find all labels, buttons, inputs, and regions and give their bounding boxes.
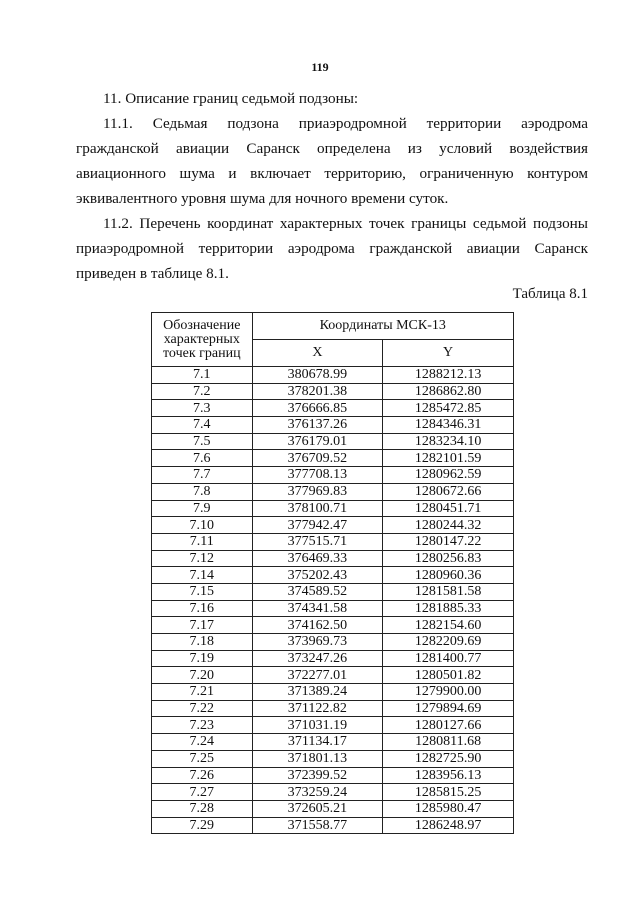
cell-x: 377969.83: [252, 483, 383, 500]
table-row: [152, 634, 514, 651]
cell-y: 1280962.59: [383, 467, 514, 484]
table-row: [152, 717, 514, 734]
cell-point: 7.9: [152, 500, 253, 517]
table-row: [152, 417, 514, 434]
cell-y: 1281400.77: [383, 650, 514, 667]
cell-point: 7.26: [152, 767, 253, 784]
cell-point: 7.17: [152, 617, 253, 634]
cell-y: 1280451.71: [383, 500, 514, 517]
cell-x: 372605.21: [252, 800, 383, 817]
cell-point: 7.18: [152, 634, 253, 651]
page-number: 119: [311, 60, 329, 74]
table-row: [152, 550, 514, 567]
cell-y: 1283234.10: [383, 433, 514, 450]
cell-point: 7.29: [152, 817, 253, 834]
cell-point: 7.1: [152, 367, 253, 384]
table-row: [152, 767, 514, 784]
cell-point: 7.19: [152, 650, 253, 667]
cell-x: 372277.01: [252, 667, 383, 684]
cell-y: 1283956.13: [383, 767, 514, 784]
header-point: Обозначение характерных точек границ: [152, 313, 253, 367]
cell-x: 376666.85: [252, 400, 383, 417]
cell-point: 7.5: [152, 433, 253, 450]
table-row: [152, 600, 514, 617]
cell-x: 376137.26: [252, 417, 383, 434]
cell-y: 1282725.90: [383, 750, 514, 767]
cell-x: 371122.82: [252, 700, 383, 717]
cell-point: 7.4: [152, 417, 253, 434]
table-row: [152, 533, 514, 550]
cell-x: 376469.33: [252, 550, 383, 567]
table-row: [152, 617, 514, 634]
cell-y: 1284346.31: [383, 417, 514, 434]
cell-point: 7.2: [152, 383, 253, 400]
cell-point: 7.21: [152, 684, 253, 701]
cell-x: 371558.77: [252, 817, 383, 834]
table-row: [152, 383, 514, 400]
cell-x: 378201.38: [252, 383, 383, 400]
table-row: [152, 483, 514, 500]
cell-y: 1280244.32: [383, 517, 514, 534]
cell-x: 374162.50: [252, 617, 383, 634]
cell-point: 7.11: [152, 533, 253, 550]
cell-point: 7.10: [152, 517, 253, 534]
cell-y: 1281581.58: [383, 583, 514, 600]
cell-x: 371031.19: [252, 717, 383, 734]
table-row: [152, 367, 514, 384]
table-row: [152, 567, 514, 584]
table-row: [152, 433, 514, 450]
cell-y: 1286862.80: [383, 383, 514, 400]
cell-x: 377708.13: [252, 467, 383, 484]
cell-point: 7.14: [152, 567, 253, 584]
cell-y: 1285980.47: [383, 800, 514, 817]
table-row: [152, 517, 514, 534]
cell-y: 1281885.33: [383, 600, 514, 617]
cell-point: 7.6: [152, 450, 253, 467]
cell-x: 376179.01: [252, 433, 383, 450]
paragraph-11-2: 11.2. Перечень координат характерных точек границы седьмой подзоны приаэродромной территории аэродрома гражданской авиации Саранск приведен в таблице 8.1.: [76, 215, 588, 282]
cell-y: 1288212.13: [383, 367, 514, 384]
paragraph-11-1: 11.1. Седьмая подзона приаэродромной территории аэродрома гражданской авиации Саранск определена из условий воздействия авиационного шума и включает территорию, ограниченную контуром эквивалентного уровня шума для ночного времени суток.: [76, 115, 588, 207]
cell-x: 373969.73: [252, 634, 383, 651]
table-row: [152, 750, 514, 767]
cell-x: 378100.71: [252, 500, 383, 517]
cell-x: 380678.99: [252, 367, 383, 384]
cell-x: 371134.17: [252, 734, 383, 751]
cell-y: 1280147.22: [383, 533, 514, 550]
table-row: [152, 450, 514, 467]
cell-point: 7.12: [152, 550, 253, 567]
header-coords: Координаты МСК-13: [252, 313, 513, 340]
header-x: X: [252, 340, 383, 367]
cell-y: 1282101.59: [383, 450, 514, 467]
cell-y: 1279900.00: [383, 684, 514, 701]
cell-point: 7.16: [152, 600, 253, 617]
cell-point: 7.24: [152, 734, 253, 751]
cell-y: 1279894.69: [383, 700, 514, 717]
cell-point: 7.22: [152, 700, 253, 717]
table-caption: Таблица 8.1: [512, 286, 588, 302]
cell-x: 377515.71: [252, 533, 383, 550]
table-row: [152, 784, 514, 801]
cell-y: 1280501.82: [383, 667, 514, 684]
cell-point: 7.7: [152, 467, 253, 484]
table-row: [152, 467, 514, 484]
cell-x: 373259.24: [252, 784, 383, 801]
cell-y: 1285815.25: [383, 784, 514, 801]
cell-x: 375202.43: [252, 567, 383, 584]
coordinates-table: [151, 312, 514, 834]
cell-y: 1282154.60: [383, 617, 514, 634]
cell-y: 1280811.68: [383, 734, 514, 751]
cell-x: 372399.52: [252, 767, 383, 784]
table-row: [152, 500, 514, 517]
cell-y: 1285472.85: [383, 400, 514, 417]
table-row: [152, 800, 514, 817]
cell-point: 7.15: [152, 583, 253, 600]
table-row: [152, 400, 514, 417]
cell-y: 1280256.83: [383, 550, 514, 567]
cell-point: 7.20: [152, 667, 253, 684]
cell-y: 1282209.69: [383, 634, 514, 651]
table-row: [152, 667, 514, 684]
cell-x: 371801.13: [252, 750, 383, 767]
cell-y: 1280960.36: [383, 567, 514, 584]
cell-x: 376709.52: [252, 450, 383, 467]
cell-point: 7.27: [152, 784, 253, 801]
cell-point: 7.25: [152, 750, 253, 767]
table-row: [152, 817, 514, 834]
cell-x: 374589.52: [252, 583, 383, 600]
cell-point: 7.23: [152, 717, 253, 734]
cell-y: 1280672.66: [383, 483, 514, 500]
table-row: [152, 684, 514, 701]
cell-x: 373247.26: [252, 650, 383, 667]
body-text: [76, 86, 588, 286]
table-row: [152, 734, 514, 751]
cell-y: 1280127.66: [383, 717, 514, 734]
header-y: Y: [383, 340, 514, 367]
cell-x: 374341.58: [252, 600, 383, 617]
cell-x: 371389.24: [252, 684, 383, 701]
table-row: [152, 583, 514, 600]
cell-point: 7.28: [152, 800, 253, 817]
cell-point: 7.8: [152, 483, 253, 500]
section-heading: 11. Описание границ седьмой подзоны:: [103, 90, 359, 107]
cell-point: 7.3: [152, 400, 253, 417]
table-row: [152, 650, 514, 667]
cell-x: 377942.47: [252, 517, 383, 534]
cell-y: 1286248.97: [383, 817, 514, 834]
table-row: [152, 700, 514, 717]
